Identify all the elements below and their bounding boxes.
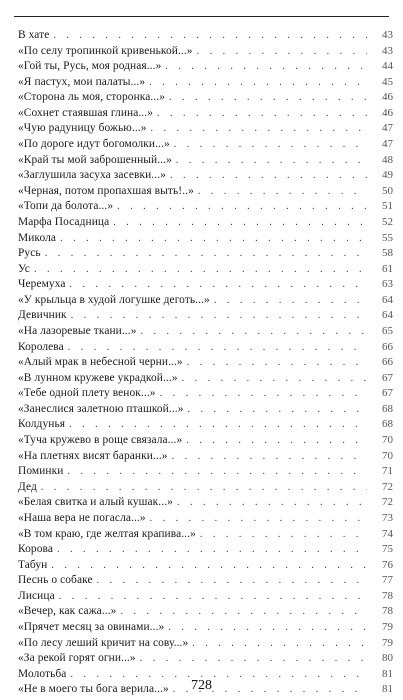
toc-entry-page: 81 (382, 667, 393, 680)
toc-entry (18, 542, 393, 558)
toc-entry-title: «Алый мрак в небесной черни...» (18, 356, 183, 369)
toc-entry (18, 527, 393, 543)
dot-leader (60, 231, 367, 247)
toc-entry (18, 168, 393, 184)
toc-entry (18, 215, 393, 231)
toc-entry-title: Ус (18, 262, 30, 275)
toc-entry-page: 43 (382, 29, 393, 41)
dot-leader (160, 386, 367, 402)
toc-entry-page: 72 (382, 480, 393, 493)
toc-entry-page: 48 (382, 153, 393, 166)
dot-leader (186, 433, 367, 449)
toc-entry (18, 604, 393, 620)
toc-entry-title: Табун (18, 558, 48, 571)
toc-entry-title: «Заглушила засуха засевки...» (18, 169, 166, 182)
dot-leader (198, 184, 367, 200)
toc-entry (18, 90, 393, 106)
toc-entry-page: 68 (382, 402, 393, 415)
toc-entry-title: В хате (18, 29, 50, 41)
toc-entry-title: Песнь о собаке (18, 574, 93, 587)
toc-entry-page: 58 (382, 247, 393, 260)
toc-entry-title: Дед (18, 480, 37, 493)
toc-entry (18, 417, 393, 433)
dot-leader (176, 153, 367, 169)
dot-leader (188, 402, 367, 418)
toc-entry-title: Русь (18, 247, 41, 260)
page-number: 728 (191, 678, 212, 693)
toc-entry (18, 495, 393, 511)
toc-entry-title: «Вечер, как сажа...» (18, 605, 117, 618)
dot-leader (200, 527, 367, 543)
toc-entry-page: 71 (382, 465, 393, 478)
toc-entry-page: 55 (382, 231, 393, 244)
toc-entry-page: 64 (382, 309, 393, 322)
toc-entry-title: «Я пастух, мои палаты...» (18, 75, 146, 88)
toc-entry (18, 355, 393, 371)
toc-entry (18, 386, 393, 402)
toc-entry-title: «За рекой горят огни...» (18, 652, 136, 665)
toc-entry (18, 153, 393, 169)
toc-entry-page: 67 (382, 371, 393, 384)
toc-entry-page: 74 (382, 527, 393, 540)
dot-leader (57, 542, 367, 558)
top-rule (14, 16, 389, 17)
toc-entry (18, 449, 393, 465)
toc-entry-page: 78 (382, 605, 393, 618)
dot-leader (34, 262, 367, 278)
toc-entry (18, 199, 393, 215)
toc-entry (18, 106, 393, 122)
toc-entry-page: 61 (382, 262, 393, 275)
dot-leader (187, 355, 367, 371)
toc-entry-title: «В лунном кружеве украдкой...» (18, 371, 178, 384)
dot-leader (151, 121, 367, 137)
table-of-contents (18, 28, 393, 698)
dot-leader (174, 137, 367, 153)
toc-entry-title: «По лесу леший кричит на сову...» (18, 636, 189, 649)
toc-entry (18, 620, 393, 636)
toc-entry (18, 433, 393, 449)
dot-leader (117, 199, 367, 215)
dot-leader (120, 604, 367, 620)
toc-entry-page: 50 (382, 184, 393, 197)
toc-entry-title: Королева (18, 340, 64, 353)
toc-entry (18, 651, 393, 667)
toc-entry-title: «Сторона ль моя, сторонка...» (18, 91, 166, 104)
toc-entry-page: 46 (382, 91, 393, 104)
dot-leader (150, 511, 367, 527)
dot-leader (214, 293, 367, 309)
toc-entry-title: «На плетнях висят баранки...» (18, 449, 168, 462)
toc-entry-page: 49 (382, 169, 393, 182)
dot-leader (165, 59, 367, 75)
toc-entry-page: 43 (382, 44, 393, 57)
toc-entry-title: Молотьба (18, 667, 67, 680)
toc-entry-page: 68 (382, 418, 393, 431)
toc-entry-title: «Занеслися залетною пташкой...» (18, 402, 184, 415)
toc-entry (18, 137, 393, 153)
toc-entry-page: 70 (382, 449, 393, 462)
toc-entry (18, 324, 393, 340)
toc-entry (18, 293, 393, 309)
toc-entry-page: 79 (382, 636, 393, 649)
toc-entry-title: Девичник (18, 309, 67, 322)
toc-entry-page: 52 (382, 215, 393, 228)
toc-entry (18, 573, 393, 589)
toc-entry-title: «По селу тропинкой кривенькой...» (18, 44, 193, 57)
toc-entry-page: 63 (382, 278, 393, 291)
dot-leader (41, 480, 367, 496)
toc-entry-page: 66 (382, 340, 393, 353)
toc-entry-title: «Туча кружево в роще связала...» (18, 434, 183, 447)
toc-entry-title: «Не в моего ты бога верила...» (18, 683, 169, 696)
toc-entry-page: 67 (382, 387, 393, 400)
toc-entry-page: 79 (382, 620, 393, 633)
dot-leader (53, 28, 367, 44)
dot-leader (67, 464, 367, 480)
dot-leader (149, 75, 367, 91)
toc-entry (18, 589, 393, 605)
toc-entry (18, 558, 393, 574)
toc-entry-title: «На лазоревые ткани...» (18, 324, 137, 337)
toc-entry (18, 464, 393, 480)
toc-entry-page: 73 (382, 511, 393, 524)
toc-entry-page: 75 (382, 543, 393, 556)
toc-entry-title: «Топи да болота...» (18, 200, 114, 213)
toc-entry-page: 44 (382, 60, 393, 73)
toc-entry-page: 46 (382, 106, 393, 119)
toc-entry (18, 59, 393, 75)
dot-leader (182, 371, 367, 387)
toc-entry-page: 47 (382, 122, 393, 135)
dot-leader (140, 651, 367, 667)
dot-leader (197, 44, 367, 60)
dot-leader (113, 215, 367, 231)
toc-entry (18, 184, 393, 200)
dot-leader (177, 495, 367, 511)
dot-leader (168, 620, 367, 636)
toc-entry (18, 511, 393, 527)
toc-entry-page: 70 (382, 434, 393, 447)
dot-leader (170, 168, 367, 184)
toc-entry-page: 65 (382, 324, 393, 337)
toc-entry-title: «Чую радуницу божью...» (18, 122, 147, 135)
dot-leader (45, 246, 367, 262)
toc-entry-title: Колдунья (18, 418, 66, 431)
toc-entry (18, 231, 393, 247)
dot-leader (71, 308, 367, 324)
toc-entry (18, 308, 393, 324)
toc-entry-title: Лисица (18, 589, 55, 602)
toc-entry (18, 402, 393, 418)
dot-leader (68, 340, 367, 356)
toc-entry (18, 480, 393, 496)
toc-entry-title: «По дороге идут богомолки...» (18, 138, 170, 151)
toc-entry (18, 246, 393, 262)
toc-entry (18, 28, 393, 44)
toc-entry-title: «Сохнет стаявшая глина...» (18, 106, 153, 119)
toc-entry (18, 636, 393, 652)
toc-entry-page: 77 (382, 574, 393, 587)
dot-leader (169, 90, 367, 106)
toc-entry (18, 371, 393, 387)
toc-entry-page: 80 (382, 652, 393, 665)
dot-leader (51, 558, 367, 574)
toc-entry-page: 51 (382, 200, 393, 213)
toc-entry-page: 78 (382, 589, 393, 602)
dot-leader (172, 449, 367, 465)
dot-leader (70, 277, 367, 293)
dot-leader (59, 589, 367, 605)
dot-leader (69, 417, 367, 433)
toc-entry-title: Микола (18, 231, 57, 244)
toc-entry-title: Черемуха (18, 278, 66, 291)
toc-entry-title: Корова (18, 543, 53, 556)
dot-leader (192, 636, 367, 652)
dot-leader (157, 106, 367, 122)
toc-entry-page: 66 (382, 356, 393, 369)
toc-entry-title: «Белая свитка и алый кушак...» (18, 496, 173, 509)
toc-entry-page: 76 (382, 558, 393, 571)
toc-entry-title: «Наша вера не погасла...» (18, 511, 146, 524)
toc-entry (18, 121, 393, 137)
toc-entry-title: Марфа Посадница (18, 215, 110, 228)
toc-entry (18, 44, 393, 60)
toc-entry-title: «У крыльца в худой логушке деготь...» (18, 293, 210, 306)
dot-leader (141, 324, 367, 340)
toc-entry-title: «Край ты мой заброшенный...» (18, 153, 172, 166)
toc-entry (18, 75, 393, 91)
toc-entry-page: 64 (382, 293, 393, 306)
toc-entry-title: «Тебе одной плету венок...» (18, 387, 156, 400)
toc-entry-page: 72 (382, 496, 393, 509)
dot-leader (97, 573, 367, 589)
toc-entry-title: «Черная, потом пропахшая выть!..» (18, 184, 194, 197)
toc-entry-page: 81 (382, 683, 393, 696)
toc-entry (18, 340, 393, 356)
toc-entry-title: «Прячет месяц за овинами...» (18, 620, 165, 633)
toc-entry-title: «Гой ты, Русь, моя родная...» (18, 60, 162, 73)
toc-entry-page: 47 (382, 138, 393, 151)
toc-entry-page: 45 (382, 75, 393, 88)
toc-entry-title: «В том краю, где желтая крапива...» (18, 527, 196, 540)
toc-entry-title: Поминки (18, 465, 64, 478)
toc-entry (18, 262, 393, 278)
toc-entry (18, 277, 393, 293)
